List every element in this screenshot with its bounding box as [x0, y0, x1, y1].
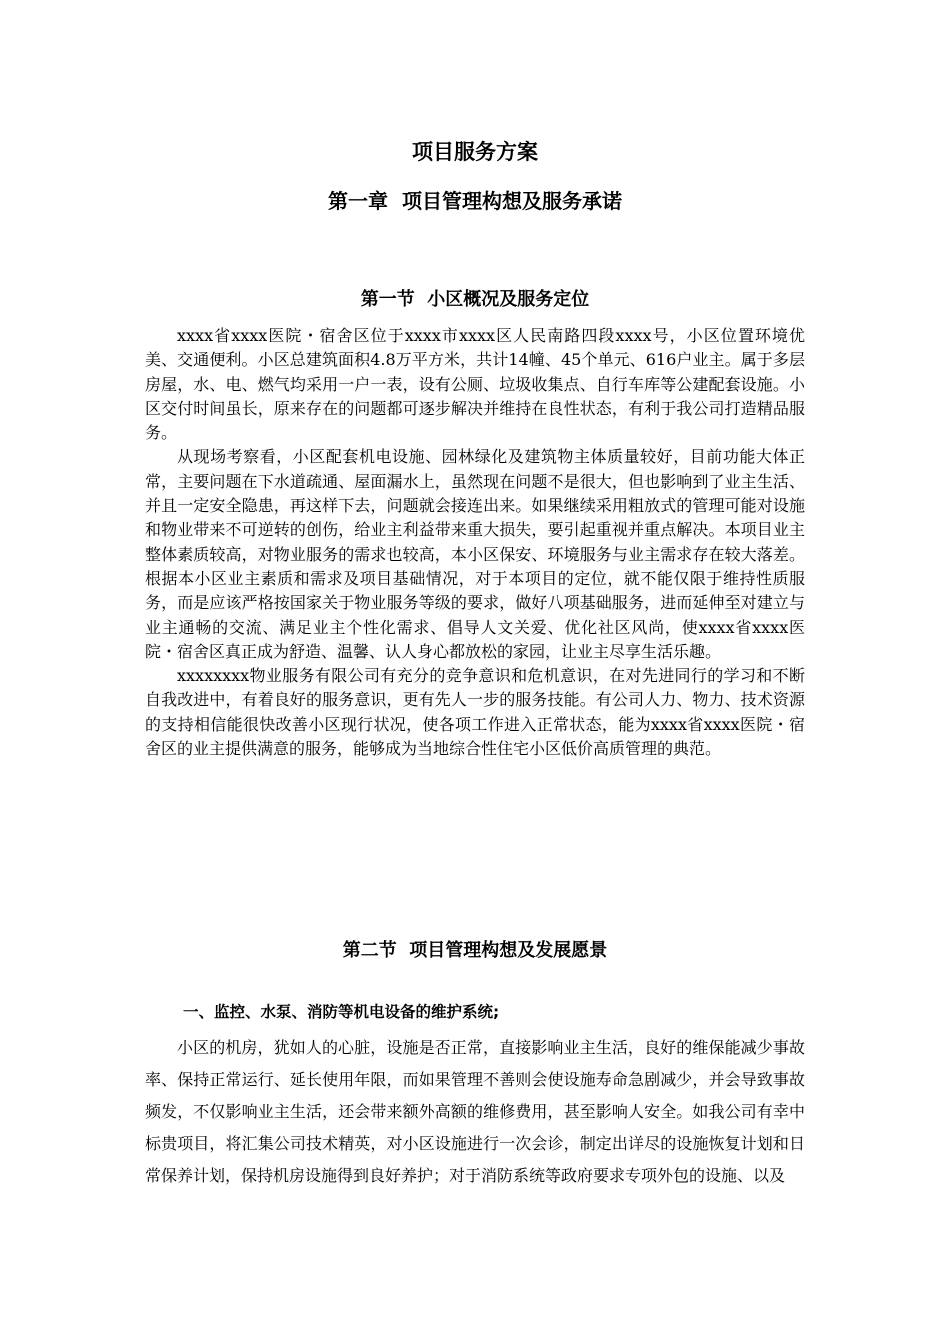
- section-2-body: [145, 1032, 805, 1192]
- section-2-title: 第二节 项目管理构想及发展愿景: [342, 940, 608, 961]
- section-1-paragraph-1: xxxx省xxxx医院・宿舍区位于xxxx市xxxx区人民南路四段xxxx号，小区位置环境优美、交通便利。小区总建筑面积4.8万平方米，共计14幢、45个单元、616户业主。属于多层房屋，水、电、燃气均采用一户一表，设有公厕、垃圾收集点、自行车库等公建配套设施。小区交付时间虽长，原来存在的问题都可逐步解决并维持在良性状态，有利于我公司打造精品服务。: [145, 326, 805, 443]
- section-1-paragraph-3: xxxxxxxx物业服务有限公司有充分的竞争意识和危机意识，在对先进同行的学习和不断自我改进中，有着良好的服务意识，更有先人一步的服务技能。有公司人力、物力、技术资源的支持相信能很快改善小区现行状况，使各项工作进入正常状态，能为xxxx省xxxx医院・宿舍区的业主提供满意的服务，能够成为当地综合性住宅小区低价高质管理的典范。: [145, 666, 805, 759]
- section-2-subheading: 一、监控、水泵、消防等机电设备的维护系统;: [183, 1003, 500, 1021]
- document-title: 项目服务方案: [412, 140, 538, 164]
- section-2-paragraph-1: 小区的机房，犹如人的心脏，设施是否正常，直接影响业主生活，良好的维保能减少事故率、保持正常运行、延长使用年限，而如果管理不善则会使设施寿命急剧减少，并会导致事故频发，不仅影响业主生活，还会带来额外高额的维修费用，甚至影响人安全。如我公司有幸中标贵项目，将汇集公司技术精英，对小区设施进行一次会诊，制定出详尽的设施恢复计划和日常保养计划，保持机房设施得到良好养护；对于消防系统等政府要求专项外包的设施、以及: [145, 1038, 805, 1185]
- section-1-title: 第一节 小区概况及服务定位: [360, 289, 590, 310]
- section-1-paragraph-2: 从现场考察看，小区配套机电设施、园林绿化及建筑物主体质量较好，目前功能大体正常，主要问题在下水道疏通、屋面漏水上，虽然现在问题不是很大，但也影响到了业主生活、并且一定安全隐患，再这样下去，问题就会接连出来。如果继续采用粗放式的管理可能对设施和物业带来不可逆转的创伤，给业主利益带来重大损失，要引起重视并重点解决。本项目业主整体素质较高，对物业服务的需求也较高，本小区保安、环境服务与业主需求存在较大落差。根据本小区业主素质和需求及项目基础情况，对于本项目的定位，就不能仅限于维持性质服务，而是应该严格按国家关于物业服务等级的要求，做好八项基础服务，进而延伸至对建立与业主通畅的交流、满足业主个性化需求、倡导人文关爱、优化社区风尚，使xxxx省xxxx医院・宿舍区真正成为舒造、温馨、认人身心都放松的家园，让业主尽享生活乐趣。: [145, 447, 805, 661]
- section-1-body: [145, 324, 805, 761]
- chapter-title: 第一章 项目管理构想及服务承诺: [328, 189, 622, 213]
